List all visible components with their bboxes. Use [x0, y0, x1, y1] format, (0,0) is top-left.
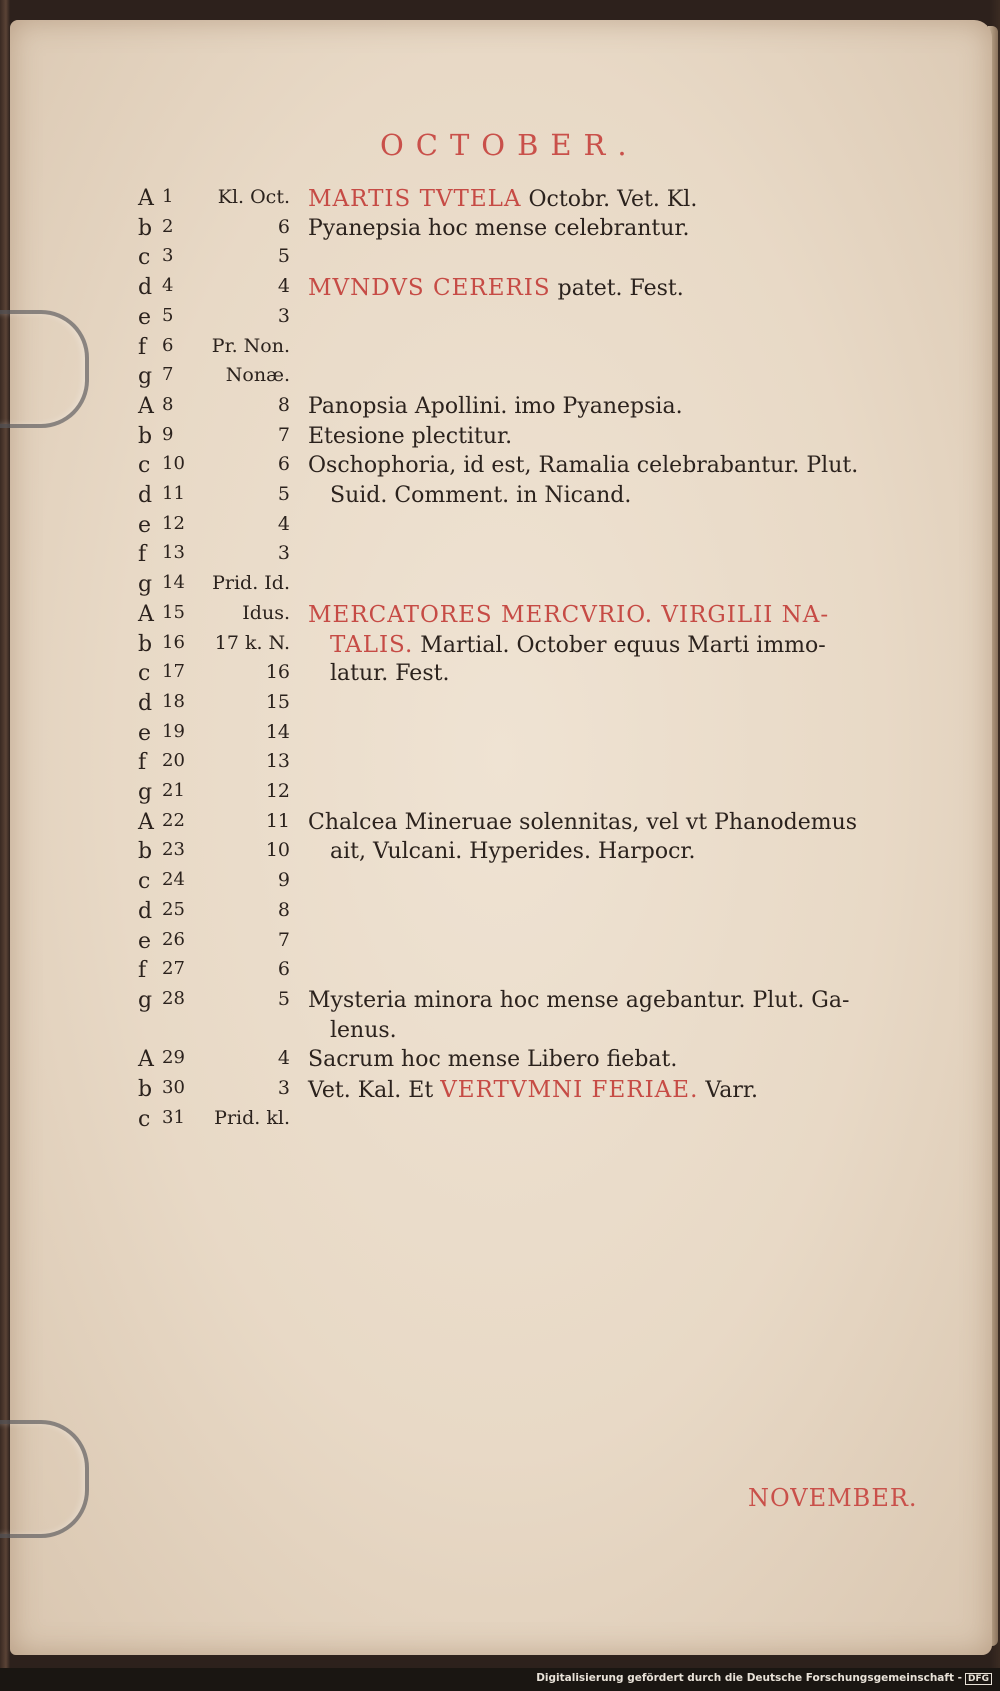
roman-date: 5: [277, 245, 290, 268]
day-number: 8: [162, 393, 174, 415]
dominical-letter: b: [138, 215, 153, 241]
continuation-text: ait, Vulcani. Hyperides. Harpocr.: [330, 839, 696, 865]
rubric-text: MVNDVS CERERIS: [308, 275, 551, 302]
calendar-row: [0, 929, 1000, 959]
roman-date: 9: [277, 869, 290, 892]
calendar-row: [0, 572, 1000, 602]
day-number: 12: [162, 512, 185, 534]
dominical-letter: A: [138, 809, 154, 835]
entry-text: [308, 1077, 758, 1103]
entry-text: [308, 275, 684, 301]
dominical-letter: e: [138, 304, 152, 330]
dominical-letter: d: [138, 275, 153, 301]
entry-text: [308, 394, 683, 419]
roman-date: 7: [277, 928, 290, 951]
roman-date: 3: [277, 1077, 290, 1099]
day-number: 11: [162, 483, 185, 504]
dominical-letter: b: [138, 1077, 153, 1102]
day-number: 29: [162, 1047, 185, 1069]
roman-date: 15: [265, 690, 290, 713]
dominical-letter: e: [138, 512, 152, 538]
entry-segment: Panopsia Apollini. imo Pyanepsia.: [308, 393, 683, 419]
roman-date: 5: [277, 987, 290, 1010]
roman-date: 8: [277, 898, 290, 921]
calendar-row: [0, 542, 1000, 572]
calendar-row: [0, 453, 1000, 483]
day-number: 14: [162, 572, 185, 594]
entry-segment: Octobr. Vet. Kl.: [521, 187, 698, 212]
entry-segment: patet. Fest.: [550, 276, 684, 302]
roman-date: 10: [265, 839, 290, 862]
dominical-letter: b: [138, 839, 153, 865]
calendar-row: [0, 335, 1000, 365]
roman-date: Pr. Non.: [211, 334, 290, 357]
entry-continuation: [330, 661, 449, 686]
rubric-text: MERCATORES MERCVRIO. VIRGILII NA-: [308, 601, 830, 628]
dominical-letter: A: [138, 186, 154, 211]
binding-clip-bottom: [0, 1420, 89, 1538]
roman-date: 7: [277, 423, 290, 446]
calendar-row: [0, 691, 1000, 721]
calendar-row: [0, 1107, 1000, 1137]
month-title: OCTOBER.: [380, 128, 639, 162]
calendar-row: [0, 721, 1000, 751]
day-number: 24: [162, 869, 185, 891]
entry-segment: Sacrum hoc mense Libero fiebat.: [308, 1047, 678, 1073]
dominical-letter: b: [138, 631, 153, 657]
rubric-text: TALIS.: [330, 631, 414, 658]
calendar-row: [0, 750, 1000, 780]
entry-text: [308, 602, 829, 628]
dominical-letter: b: [138, 423, 153, 449]
calendar-row: [0, 216, 1000, 246]
dominical-letter: c: [138, 245, 151, 271]
calendar-row: [0, 424, 1000, 454]
day-number: 25: [162, 898, 185, 920]
entry-continuation: [330, 632, 826, 658]
entry-continuation: [330, 483, 631, 508]
roman-date: 6: [277, 453, 290, 476]
calendar-row: [0, 186, 1000, 216]
credit-text: Digitalisierung gefördert durch die Deutsche Forschungsgemeinschaft -: [536, 1672, 962, 1684]
day-number: 21: [162, 780, 185, 801]
calendar-row: [0, 1047, 1000, 1077]
dominical-letter: g: [138, 364, 153, 390]
day-number: 7: [162, 364, 174, 386]
calendar-row: [0, 661, 1000, 691]
calendar-row: [0, 810, 1000, 840]
entry-segment: Mysteria minora hoc mense agebantur. Plut. Ga-: [308, 987, 850, 1013]
continuation-text: latur. Fest.: [330, 661, 450, 687]
day-number: 9: [162, 423, 174, 445]
dominical-letter: c: [138, 1106, 151, 1132]
calendar-row: [0, 275, 1000, 305]
roman-date: 8: [277, 393, 290, 416]
dominical-letter: d: [138, 898, 153, 924]
entry-segment: Vet. Kal. Et: [308, 1078, 441, 1103]
roman-date: 3: [277, 542, 290, 565]
dominical-letter: f: [138, 334, 147, 360]
roman-date: Nonæ.: [225, 364, 290, 387]
calendar-row: [0, 245, 1000, 275]
entry-text: [308, 186, 697, 212]
day-number: 26: [162, 928, 185, 950]
roman-date: Prid. kl.: [214, 1106, 290, 1129]
calendar-row: [0, 899, 1000, 929]
calendar-row: [0, 869, 1000, 899]
calendar-row: [0, 513, 1000, 543]
dominical-letter: e: [138, 720, 152, 746]
roman-date: 12: [265, 780, 290, 802]
calendar-row: [0, 1018, 1000, 1048]
calendar-row: [0, 988, 1000, 1018]
dfg-logo: DFG: [965, 1673, 992, 1685]
dominical-letter: g: [138, 572, 153, 598]
dominical-letter: f: [138, 542, 147, 568]
roman-date: 16: [265, 661, 290, 684]
calendar-row: [0, 305, 1000, 335]
day-number: 20: [162, 750, 185, 772]
roman-date: 11: [265, 809, 290, 832]
calendar-row: [0, 483, 1000, 513]
roman-date: 5: [277, 483, 290, 505]
dominical-letter: d: [138, 690, 153, 716]
calendar-row: [0, 394, 1000, 424]
entry-continuation: [330, 1018, 397, 1043]
entry-text: [308, 216, 690, 241]
day-number: 5: [162, 304, 174, 326]
day-number: 19: [162, 720, 185, 742]
entry-segment: Varr.: [698, 1078, 758, 1103]
continuation-text: Suid. Comment. in Nicand.: [330, 483, 632, 508]
roman-date: Kl. Oct.: [217, 186, 290, 208]
dominical-letter: A: [138, 1047, 154, 1073]
calendar-row: [0, 958, 1000, 988]
dominical-letter: A: [138, 601, 154, 627]
dominical-letter: f: [138, 958, 147, 984]
day-number: 28: [162, 987, 185, 1009]
calendar-row: [0, 364, 1000, 394]
day-number: 18: [162, 690, 185, 712]
day-number: 30: [162, 1077, 185, 1098]
entry-segment: Pyanepsia hoc mense celebrantur.: [308, 215, 690, 241]
calendar-row: [0, 780, 1000, 810]
entry-text: [308, 1047, 677, 1072]
day-number: 1: [162, 186, 174, 207]
catchword-next-month: NOVEMBER.: [748, 1484, 918, 1512]
day-number: 16: [162, 631, 185, 653]
calendar-row: [0, 602, 1000, 632]
day-number: 10: [162, 453, 185, 475]
roman-date: Idus.: [242, 601, 290, 624]
dominical-letter: e: [138, 928, 152, 954]
roman-date: 14: [265, 720, 290, 743]
entry-segment: Oschophoria, id est, Ramalia celebrabantur. Plut.: [308, 453, 859, 479]
entry-text: [308, 810, 857, 835]
day-number: 4: [162, 275, 174, 297]
roman-date: 4: [277, 275, 290, 298]
dominical-letter: f: [138, 750, 147, 776]
calendar-row: [0, 839, 1000, 869]
entry-text: [308, 988, 849, 1013]
dominical-letter: c: [138, 453, 151, 479]
day-number: 2: [162, 215, 174, 237]
day-number: 27: [162, 958, 185, 980]
roman-date: 4: [277, 512, 290, 535]
digitization-credit: [536, 1672, 992, 1685]
day-number: 31: [162, 1106, 185, 1128]
dominical-letter: c: [138, 661, 151, 687]
day-number: 6: [162, 334, 174, 356]
calendar-row: [0, 1077, 1000, 1107]
day-number: 23: [162, 839, 185, 861]
day-number: 15: [162, 601, 185, 623]
dominical-letter: g: [138, 780, 153, 805]
continuation-text: Martial. October equus Marti immo-: [413, 632, 826, 658]
entry-segment: Chalcea Mineruae solennitas, vel vt Phanodemus: [308, 809, 858, 835]
day-number: 3: [162, 245, 174, 267]
continuation-text: lenus.: [330, 1017, 397, 1043]
day-number: 22: [162, 809, 185, 831]
dominical-letter: g: [138, 987, 153, 1013]
dominical-letter: A: [138, 393, 154, 419]
roman-date: 3: [277, 304, 290, 327]
roman-date: 6: [277, 215, 290, 238]
entry-text: [308, 453, 858, 478]
roman-date: 13: [265, 750, 290, 773]
roman-date: 17 k. N.: [214, 631, 290, 654]
rubric-text: VERTVMNI FERIAE.: [440, 1077, 699, 1103]
dominical-letter: c: [138, 869, 151, 895]
rubric-text: MARTIS TVTELA: [308, 186, 522, 212]
roman-date: Prid. Id.: [212, 572, 290, 595]
entry-continuation: [330, 839, 696, 864]
roman-date: 6: [277, 958, 290, 981]
roman-date: 4: [277, 1047, 290, 1070]
entry-text: [308, 424, 512, 449]
calendar-row: [0, 632, 1000, 662]
dominical-letter: d: [138, 483, 153, 508]
entry-segment: Etesione plectitur.: [308, 423, 513, 449]
day-number: 17: [162, 661, 185, 683]
day-number: 13: [162, 542, 185, 564]
